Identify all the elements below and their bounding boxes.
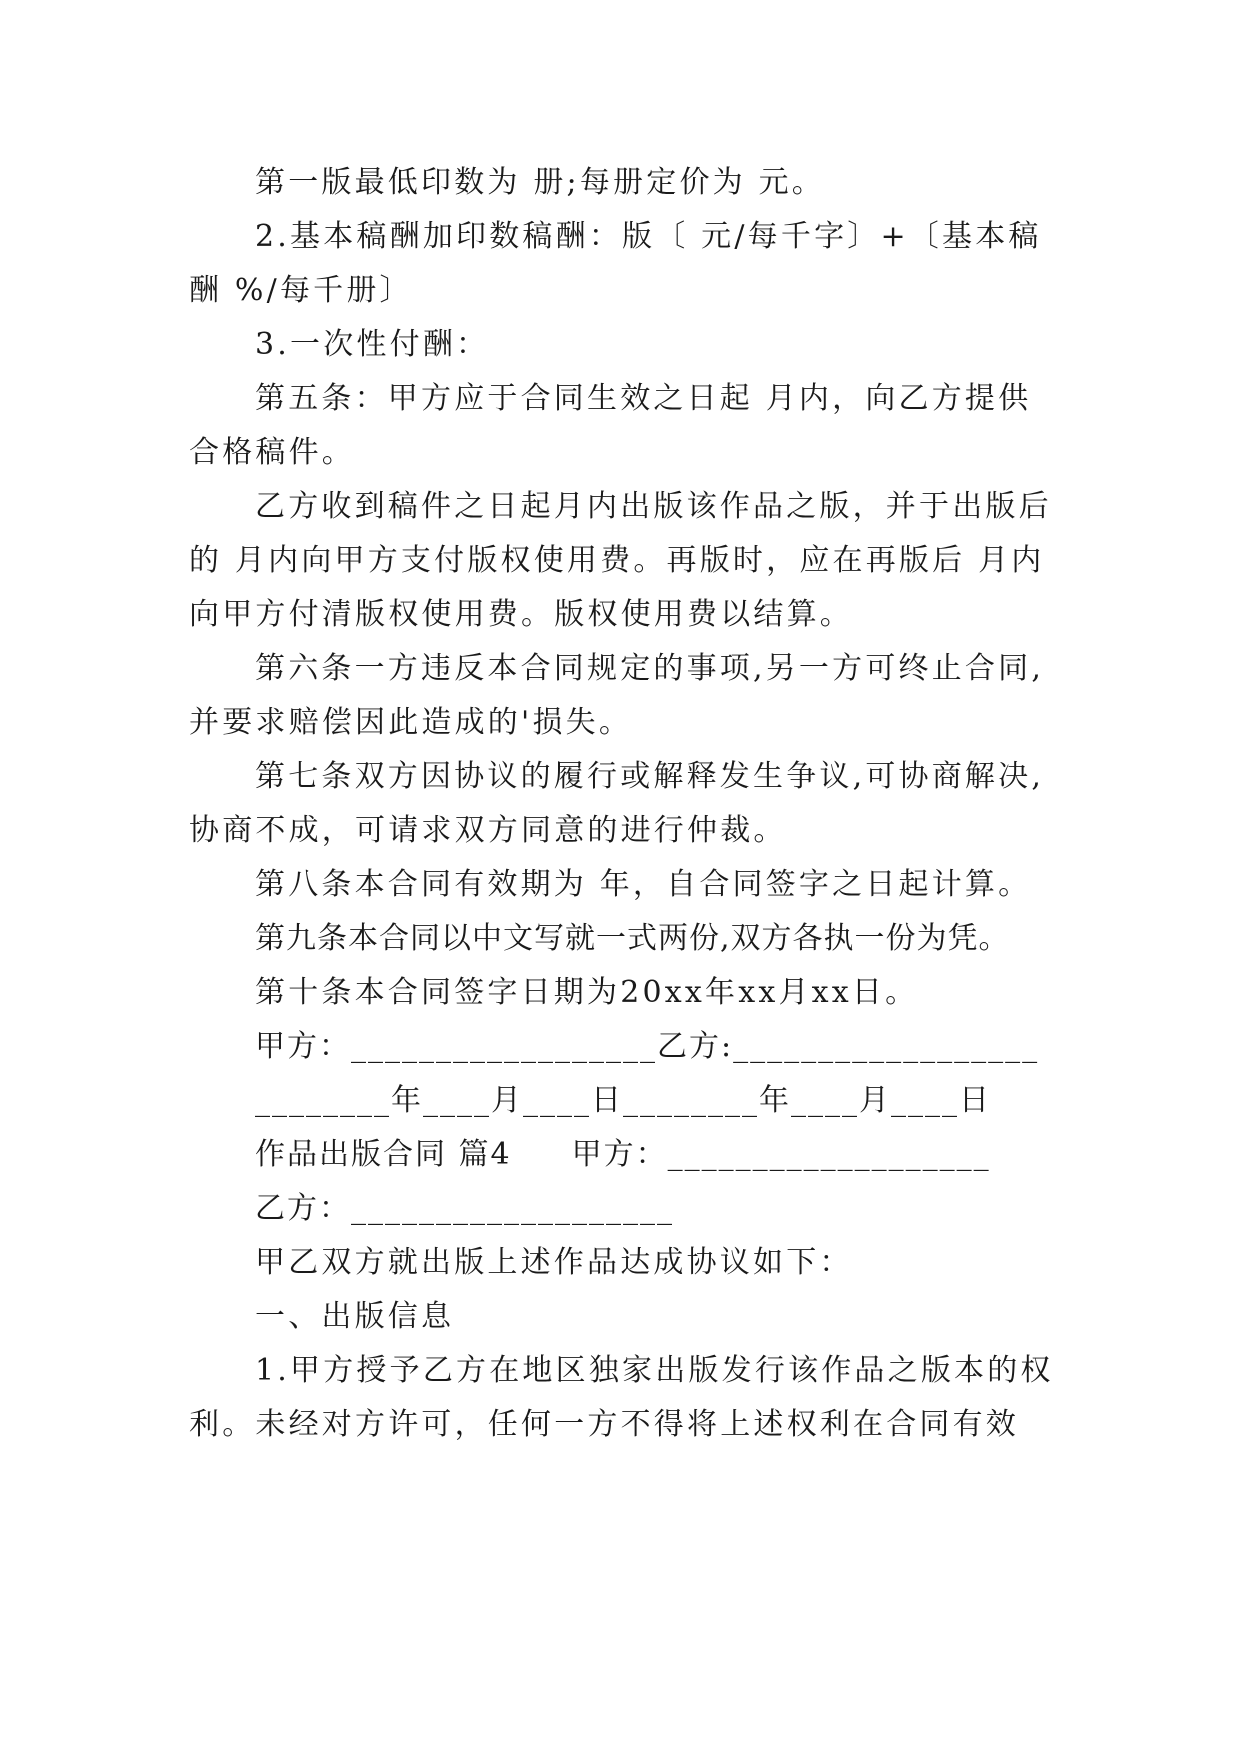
paragraph-lump-sum: 3.一次性付酬： [255,327,490,362]
paragraph-article-10: 第十条本合同签字日期为20xx年xx月xx日。 [255,975,919,1010]
section4-clause-1: 1.甲方授予乙方在地区独家出版发行该作品之版本的权利。未经对方许可，任何一方不得将上述权利在合同有效 [189,1353,1054,1442]
section4-party-b: 乙方：___________________ [255,1191,674,1226]
paragraph-print-run: 第一版最低印数为 册;每册定价为 元。 [255,165,825,200]
paragraph-article-9: 第九条本合同以中文写就一式两份,双方各执一份为凭。 [255,921,1010,956]
paragraph-article-6: 第六条一方违反本合同规定的事项,另一方可终止合同,并要求赔偿因此造成的'损失。 [189,651,1045,740]
section4-intro: 甲乙双方就出版上述作品达成协议如下： [255,1245,853,1280]
paragraph-publication-payment: 乙方收到稿件之日起月内出版该作品之版，并于出版后的 月内向甲方支付版权使用费。再版时，应在再版后 月内向甲方付清版权使用费。版权使用费以结算。 [189,489,1052,632]
paragraph-royalty-basic: 2.基本稿酬加印数稿酬：版〔 元/每千字〕+〔基本稿酬 %/每千册〕 [189,219,1042,308]
paragraph-article-5: 第五条：甲方应于合同生效之日起 月内，向乙方提供合格稿件。 [189,381,1032,470]
section4-title: 作品出版合同 篇4 [255,1137,512,1172]
section4-title-row [189,1128,1059,1182]
section4-heading: 一、出版信息 [255,1299,455,1334]
paragraph-article-8: 第八条本合同有效期为 年，自合同签字之日起计算。 [255,867,1032,902]
signature-parties-line: 甲方：__________________乙方:__________________ [255,1029,1040,1064]
signature-date-line: ________年____月____日________年____月____日 [255,1083,991,1118]
document-body [189,156,1059,1452]
paragraph-article-7: 第七条双方因协议的履行或解释发生争议,可协商解决,协商不成，可请求双方同意的进行仲裁。 [189,759,1045,848]
section4-party-a: 甲方：___________________ [571,1137,991,1172]
